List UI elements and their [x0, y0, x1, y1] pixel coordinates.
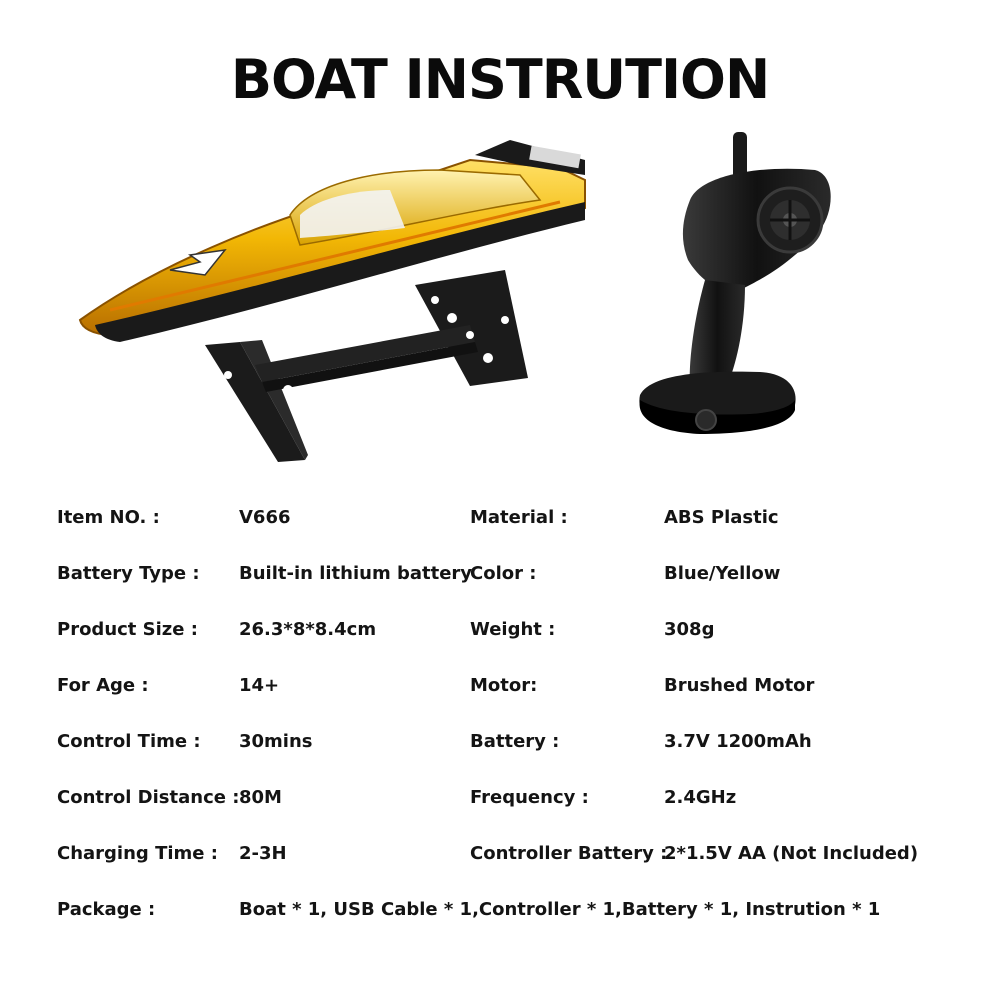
spec-value-battery-type: Built-in lithium battery: [239, 563, 473, 584]
spec-label-material: Material :: [470, 507, 568, 528]
spec-value-product-size: 26.3*8*8.4cm: [239, 619, 377, 640]
product-illustration: [0, 120, 1000, 490]
spec-label-item-no: Item NO. :: [57, 507, 160, 528]
spec-value-for-age: 14+: [239, 675, 280, 696]
spec-value-control-distance: 80M: [239, 787, 282, 808]
spec-label-control-time: Control Time :: [57, 731, 201, 752]
spec-label-color: Color :: [470, 563, 537, 584]
spec-label-controller-battery: Controller Battery :: [470, 843, 668, 864]
spec-label-for-age: For Age :: [57, 675, 149, 696]
spec-value-color: Blue/Yellow: [664, 563, 781, 584]
spec-label-motor: Motor:: [470, 675, 538, 696]
spec-value-charging-time: 2-3H: [239, 843, 287, 864]
remote-controller: [639, 132, 830, 434]
spec-value-package: Boat * 1, USB Cable * 1,Controller * 1,Battery * 1, Instrution * 1: [239, 899, 881, 920]
spec-label-charging-time: Charging Time :: [57, 843, 218, 864]
spec-value-frequency: 2.4GHz: [664, 787, 737, 808]
spec-label-package: Package :: [57, 899, 156, 920]
spec-value-controller-battery: 2*1.5V AA (Not Included): [664, 843, 919, 864]
spec-value-material: ABS Plastic: [664, 507, 779, 528]
spec-label-product-size: Product Size :: [57, 619, 198, 640]
spec-value-control-time: 30mins: [239, 731, 313, 752]
spec-label-weight: Weight :: [470, 619, 556, 640]
spec-label-battery: Battery :: [470, 731, 560, 752]
spec-value-motor: Brushed Motor: [664, 675, 815, 696]
spec-value-item-no: V666: [239, 507, 291, 528]
spec-value-weight: 308g: [664, 619, 715, 640]
spec-value-battery: 3.7V 1200mAh: [664, 731, 812, 752]
page-title: BOAT INSTRUTION: [230, 48, 770, 111]
spec-label-frequency: Frequency :: [470, 787, 589, 808]
spec-label-control-distance: Control Distance :: [57, 787, 240, 808]
spec-label-battery-type: Battery Type :: [57, 563, 200, 584]
